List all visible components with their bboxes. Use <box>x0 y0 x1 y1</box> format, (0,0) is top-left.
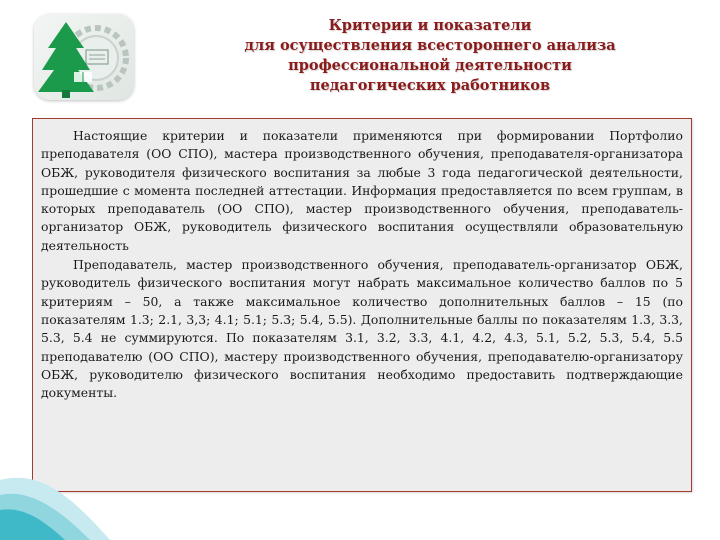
title-line-4: педагогических работников <box>309 77 551 94</box>
fir-tree-emblem-icon <box>34 14 134 100</box>
title-line-2: для осуществления всестороннего анализа <box>244 37 616 54</box>
title-line-3: профессиональной деятельности <box>288 57 572 74</box>
content-box <box>32 118 692 492</box>
logo-emblem <box>34 14 134 100</box>
paragraph-1: Настоящие критерии и показатели применяются при формировании Портфолио преподавателя (ОО СПО), мастера производственного обучения, преподавателя-организатора ОБЖ, руководителя физического воспитания за любые 3 года педагогической деятельности, прошедшие с момента последней аттестации. Информация предоставляется по всем группам, в которых преподаватель (ОО СПО), мастер производственного обучения, преподаватель-организатор ОБЖ, руководитель физического воспитания осуществляли образовательную деятельность <box>41 128 683 253</box>
page-title <box>200 16 660 96</box>
teal-wave-corner-icon <box>0 440 160 540</box>
paragraph-2: Преподаватель, мастер производственного обучения, преподаватель-организатор ОБЖ, руководитель физического воспитания могут набрать максимальное количество баллов по 5 критериям – 50, а также максимальное количество дополнительных баллов – 15 (по показателям 1.3; 2.1, 3,3; 4.1; 5.1; 5.3; 5.4, 5.5). Дополнительные баллы по показателям 1.3, 3.3, 5.3, 5.4 не суммируются. По показателям 3.1, 3.2, 3.3, 4.1, 4.2, 4.3, 5.1, 5.2, 5.3, 5.4, 5.5 преподавателю (ОО СПО), мастеру производственного обучения, преподавателю-организатору ОБЖ, руководителю физического воспитания необходимо предоставить подтверждающие документы. <box>41 257 683 401</box>
title-line-1: Критерии и показатели <box>328 17 532 34</box>
